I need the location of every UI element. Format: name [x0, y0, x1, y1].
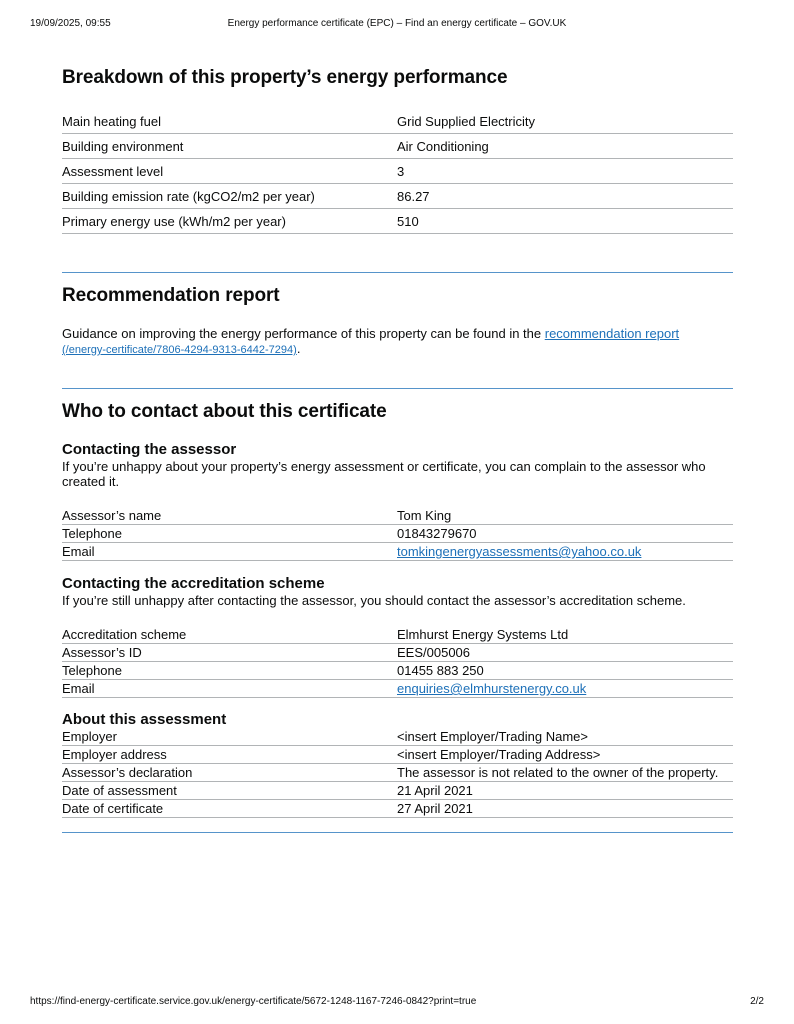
- row-label: Assessor’s name: [62, 508, 162, 523]
- breakdown-heading: Breakdown of this property’s energy performance: [62, 67, 508, 88]
- row-label: Building environment: [62, 139, 184, 154]
- row-value: Grid Supplied Electricity: [397, 114, 535, 129]
- recommendation-heading: Recommendation report: [62, 285, 280, 306]
- row-label: Employer address: [62, 747, 167, 762]
- row-label: Telephone: [62, 526, 122, 541]
- row-value: 01843279670: [397, 526, 477, 541]
- assessor-email-link[interactable]: tomkingenergyassessments@yahoo.co.uk: [397, 544, 642, 559]
- breakdown-row-heating-fuel: [62, 109, 733, 134]
- breakdown-row-emission-rate: [62, 184, 733, 209]
- scheme-row-email: [62, 680, 733, 698]
- row-label: Assessor’s declaration: [62, 765, 193, 780]
- row-value: The assessor is not related to the owner of the property.: [397, 765, 719, 780]
- row-label: Accreditation scheme: [62, 627, 187, 642]
- breakdown-row-building-environment: [62, 134, 733, 159]
- about-row-date-assessment: [62, 782, 733, 800]
- assessor-row-name: [62, 507, 733, 525]
- row-label: Main heating fuel: [62, 114, 162, 129]
- row-label: Building emission rate (kgCO2/m2 per year): [62, 189, 315, 204]
- assessor-text: If you’re unhappy about your property’s energy assessment or certificate, you can complain to the assessor who created it.: [62, 459, 706, 489]
- breakdown-row-assessment-level: [62, 159, 733, 184]
- section-divider: [62, 388, 733, 389]
- print-page-title: Energy performance certificate (EPC) – Find an energy certificate – GOV.UK: [227, 18, 567, 29]
- row-label: Telephone: [62, 663, 122, 678]
- about-table: [62, 728, 733, 818]
- row-value: 21 April 2021: [397, 783, 473, 798]
- row-label: Assessor’s ID: [62, 645, 142, 660]
- print-datetime: 19/09/2025, 09:55: [30, 18, 111, 29]
- row-value: Air Conditioning: [397, 139, 489, 154]
- page-number: 2/2: [750, 996, 764, 1007]
- recommendation-text: [62, 326, 733, 358]
- assessor-table: [62, 507, 733, 561]
- about-row-declaration: [62, 764, 733, 782]
- contact-heading: Who to contact about this certificate: [62, 401, 387, 422]
- recommendation-report-url[interactable]: (/energy-certificate/7806-4294-9313-6442-7294): [62, 344, 297, 356]
- row-value: 510: [397, 214, 419, 229]
- breakdown-row-primary-energy: [62, 209, 733, 234]
- row-label: Employer: [62, 729, 117, 744]
- row-value: 01455 883 250: [397, 663, 484, 678]
- assessor-row-telephone: [62, 525, 733, 543]
- recommendation-trailing: .: [296, 341, 301, 356]
- assessor-row-email: [62, 543, 733, 561]
- scheme-row-telephone: [62, 662, 733, 680]
- row-value: <insert Employer/Trading Name>: [397, 729, 588, 744]
- recommendation-body: Guidance on improving the energy performance of this property can be found in the: [62, 326, 545, 341]
- about-row-date-certificate: [62, 800, 733, 818]
- scheme-text: If you’re still unhappy after contacting the assessor, you should contact the assessor’s accreditation scheme.: [62, 593, 686, 608]
- scheme-heading: Contacting the accreditation scheme: [62, 575, 325, 592]
- assessor-heading: Contacting the assessor: [62, 441, 237, 458]
- row-value: Tom King: [397, 508, 452, 523]
- row-value: EES/005006: [397, 645, 471, 660]
- section-divider: [62, 832, 733, 833]
- about-row-employer: [62, 728, 733, 746]
- recommendation-report-link[interactable]: recommendation report: [544, 326, 680, 341]
- scheme-row-assessor-id: [62, 644, 733, 662]
- row-value: Elmhurst Energy Systems Ltd: [397, 627, 569, 642]
- row-label: Date of certificate: [62, 801, 164, 816]
- about-row-employer-address: [62, 746, 733, 764]
- row-label: Primary energy use (kWh/m2 per year): [62, 214, 286, 229]
- row-label: Email: [62, 544, 95, 559]
- print-url: https://find-energy-certificate.service.gov.uk/energy-certificate/5672-1248-1167-7246-0842?print=true: [30, 996, 477, 1007]
- row-label: Assessment level: [62, 164, 164, 179]
- breakdown-table: [62, 109, 733, 234]
- row-value: <insert Employer/Trading Address>: [397, 747, 601, 762]
- about-heading: About this assessment: [62, 711, 227, 728]
- row-value: 86.27: [397, 189, 430, 204]
- row-label: Date of assessment: [62, 783, 177, 798]
- section-divider: [62, 272, 733, 273]
- scheme-row-accreditation: [62, 626, 733, 644]
- row-value: 3: [397, 164, 405, 179]
- scheme-table: [62, 626, 733, 698]
- scheme-email-link[interactable]: enquiries@elmhurstenergy.co.uk: [397, 681, 587, 696]
- row-label: Email: [62, 681, 95, 696]
- row-value: 27 April 2021: [397, 801, 473, 816]
